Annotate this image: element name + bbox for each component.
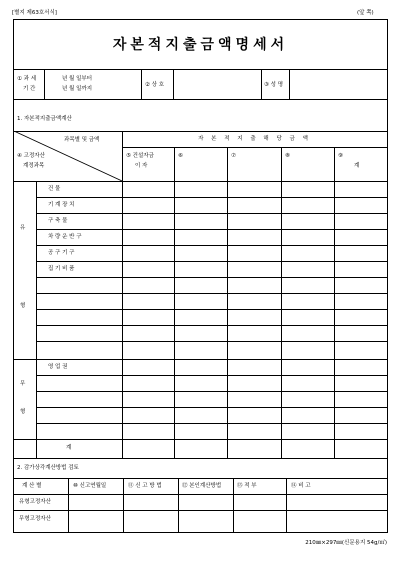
- divider: [36, 309, 387, 310]
- divider: [36, 261, 387, 262]
- col-6: ⑥: [178, 153, 183, 159]
- divider: [36, 245, 387, 246]
- col-interest-2: 이 자: [135, 163, 148, 169]
- divider: [36, 197, 387, 198]
- section1-heading: 1. 자본적지출금액계산: [17, 116, 72, 122]
- group-header: 자 본 적 지 출 해 당 금 액: [198, 136, 311, 142]
- divider: [44, 69, 45, 99]
- divider: [36, 277, 387, 278]
- divider: [36, 423, 387, 424]
- divider: [174, 147, 175, 458]
- divider: [36, 407, 387, 408]
- divider: [14, 494, 387, 495]
- period-from: 년 월 일부터: [62, 76, 93, 82]
- paper-spec: 210㎜×297㎜(신문용지 54g/㎡): [305, 540, 387, 546]
- row-machinery: 기 계 장 치: [48, 202, 75, 208]
- col-9: ⑨: [338, 153, 343, 159]
- divider: [334, 147, 335, 458]
- form-number: [별지 제63호서식]: [12, 10, 57, 16]
- divider: [36, 375, 387, 376]
- col-interest: ⑤ 건설자금: [126, 153, 154, 159]
- divider: [14, 510, 387, 511]
- divider: [122, 147, 387, 148]
- divider: [36, 181, 37, 458]
- divider: [14, 439, 387, 440]
- row-tools: 공 구 기 구: [48, 250, 75, 256]
- divider: [14, 359, 387, 360]
- col-7: ⑦: [231, 153, 236, 159]
- row-fixtures: 집 기 비 품: [48, 266, 75, 272]
- diag-top-label: 과목별 및 금액: [64, 137, 100, 143]
- t2-header-remarks: ⑭ 비 고: [291, 483, 311, 489]
- diag-bottom-label-2: 계정과목: [23, 163, 45, 169]
- row-goodwill: 영 업 권: [48, 364, 68, 370]
- t2-header-adequacy: ⑬ 적 부: [237, 483, 257, 489]
- divider: [14, 181, 387, 182]
- row-structure: 구 축 물: [48, 218, 68, 224]
- divider: [281, 147, 282, 458]
- divider: [36, 391, 387, 392]
- tangible-label: 유: [20, 225, 26, 231]
- divider: [36, 293, 387, 294]
- t2-header-own-method: ⑫ 본인계산방법: [182, 483, 222, 489]
- divider: [233, 478, 234, 532]
- divider: [14, 99, 387, 100]
- divider: [36, 229, 387, 230]
- total-label: 계: [66, 445, 72, 451]
- period-to: 년 월 일까지: [62, 86, 93, 92]
- col-9-total: 계: [354, 163, 360, 169]
- divider: [286, 478, 287, 532]
- t2-row-tangible: 유형고정자산: [19, 499, 51, 505]
- row-building: 건 물: [48, 186, 61, 192]
- divider: [14, 69, 387, 70]
- divider: [122, 131, 123, 458]
- divider: [68, 478, 69, 532]
- divider: [14, 478, 387, 479]
- t2-row-intangible: 무형고정자산: [19, 516, 51, 522]
- intangible-label-2: 형: [20, 409, 26, 415]
- divider: [289, 69, 290, 99]
- divider: [123, 478, 124, 532]
- divider: [141, 69, 142, 99]
- divider: [36, 341, 387, 342]
- company-label: ② 상 호: [145, 82, 165, 88]
- col-8: ⑧: [285, 153, 290, 159]
- divider: [36, 213, 387, 214]
- divider: [178, 478, 179, 532]
- tangible-label-2: 형: [20, 303, 26, 309]
- divider: [36, 325, 387, 326]
- t2-header-method: ⑪ 신 고 방 법: [128, 483, 162, 489]
- period-label: ① 과 세: [17, 76, 37, 82]
- diag-bottom-label: ④ 고정자산: [17, 153, 45, 159]
- form-frame: [13, 19, 388, 533]
- row-vehicle: 차 량 운 반 구: [48, 234, 82, 240]
- page-side: (앞 쪽): [357, 10, 374, 16]
- divider: [14, 458, 387, 459]
- t2-header-type: 계 산 별: [22, 483, 42, 489]
- section2-heading: 2. 감가상각계산방법 검토: [17, 465, 79, 471]
- name-label: ③ 성 명: [264, 82, 284, 88]
- divider: [227, 147, 228, 458]
- divider: [173, 69, 174, 99]
- divider: [261, 69, 262, 99]
- intangible-label: 무: [20, 381, 26, 387]
- t2-header-date: ⑩ 신고연월일: [73, 483, 107, 489]
- period-label-2: 기 간: [23, 86, 36, 92]
- form-title: 자본적지출금액명세서: [112, 37, 289, 53]
